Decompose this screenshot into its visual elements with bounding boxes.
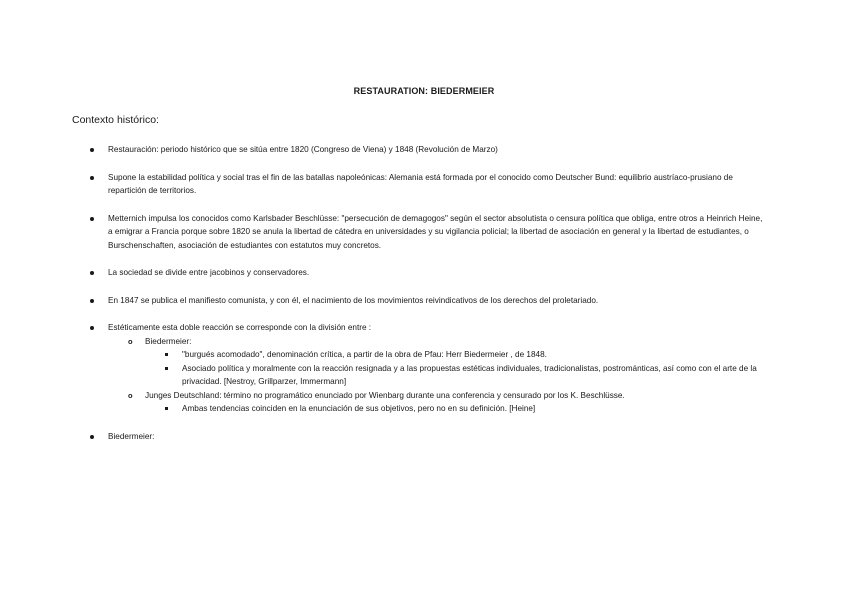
list-item: Supone la estabilidad política y social tras el fin de las batallas napoleónicas: Alemania está formada por el conocido como Deutscher Bund: equilibrio austríaco-prusiano de repartición de territorios. (0, 171, 848, 198)
subsublist (145, 348, 768, 389)
sublist-item-text: Junges Deutschland: término no programático enunciado por Wienbarg durante una conferencia y censurado por los K. Beschlüsse. (145, 390, 625, 400)
subsublist (145, 402, 768, 416)
list-item-text: Estéticamente esta doble reacción se corresponde con la división entre : (108, 323, 372, 332)
sublist-item-text: Biedermeier: (145, 336, 192, 346)
list-item: En 1847 se publica el manifiesto comunista, y con él, el nacimiento de los movimientos reivindicativos de los derechos del proletariado. (0, 294, 848, 308)
subsublist-item: Asociado política y moralmente con la reacción resignada y a las propuestas estéticas individuales, tradicionalistas, postrománticas, así como con el arte de la privacidad. [Nestroy, Grillparzer, Immermann] (145, 362, 768, 389)
subsublist-item: "burgués acomodado", denominación crítica, a partir de la obra de Pfau: Herr Biedermeier , de 1848. (145, 348, 768, 362)
list-item: Biedermeier: (0, 430, 848, 444)
list-item-with-sublist (0, 321, 848, 416)
section-heading: Contexto histórico: (72, 114, 159, 126)
sublist-item-biedermeier (108, 335, 768, 389)
list-item: Metternich impulsa los conocidos como Karlsbader Beschlüsse: "persecución de demagogos" según el sector absolutista o censura política que obliga, entre otros a Heinrich Heine, a emigrar a Francia porque sobre 1820 se anula la libertad de cátedra en universidades y su vigilancia policial; la libertad de asociación en general y la libertad de estudiantes, o Burschenschaften, asociación de estudiantes con estatutos muy concretos. (0, 212, 848, 253)
document-title: RESTAURATION: BIEDERMEIER (353, 86, 495, 96)
list-item: Restauración: periodo histórico que se sitúa entre 1820 (Congreso de Viena) y 1848 (Revolución de Marzo) (0, 143, 848, 157)
sublist (108, 335, 768, 416)
sublist-item-junges (108, 389, 768, 416)
subsublist-item: Ambas tendencias coinciden en la enunciación de sus objetivos, pero no en su definición. [Heine] (145, 402, 768, 416)
list-item: La sociedad se divide entre jacobinos y conservadores. (0, 266, 848, 280)
bullet-list (0, 143, 848, 457)
